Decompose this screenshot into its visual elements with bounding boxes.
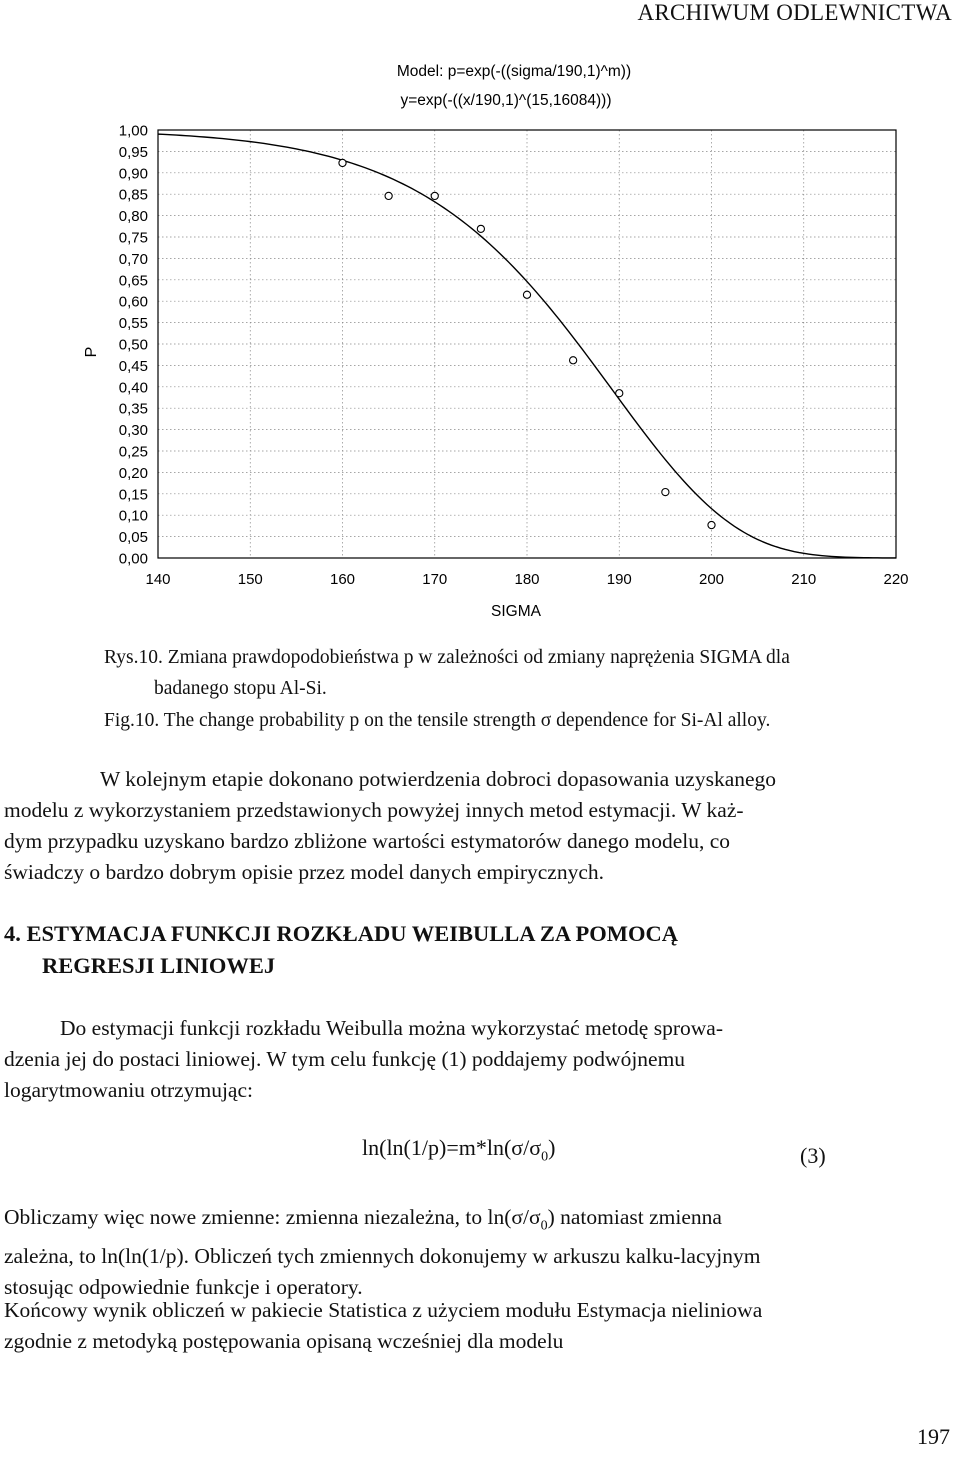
paragraph-3-line: stosując odpowiednie funkcje i operatory. <box>4 1275 363 1300</box>
y-tick-label: 0,70 <box>118 250 148 268</box>
paragraph-2 <box>4 1013 952 1106</box>
x-tick-label: 200 <box>698 571 725 588</box>
p3-sigma0: σ <box>529 1205 541 1229</box>
x-tick-label: 140 <box>145 571 171 588</box>
y-tick-label: 0,90 <box>118 165 148 183</box>
paragraph-1-line: dym przypadku uzyskano bardzo zbliżone wartości estymatorów danego modelu, co <box>4 829 731 853</box>
y-tick-label: 0,60 <box>118 293 148 311</box>
p3-sigma: σ <box>511 1205 524 1229</box>
y-tick-label: 0,85 <box>118 186 148 204</box>
formula-sigma0: σ <box>529 1135 542 1160</box>
figure-caption-en <box>104 705 954 736</box>
caption-en-prefix: Fig.10. <box>104 710 160 731</box>
y-tick-label: 0,00 <box>118 550 148 568</box>
y-tick-label: 0,95 <box>118 143 148 161</box>
running-head: ARCHIWUM ODLEWNICTWA <box>637 0 952 25</box>
formula-sigma: σ <box>511 1135 524 1160</box>
caption-en-sigma: σ <box>540 710 552 731</box>
x-axis-ticks <box>145 571 908 588</box>
y-tick-label: 0,30 <box>118 422 148 440</box>
paragraph-3 <box>4 1202 952 1303</box>
y-tick-label: 0,50 <box>118 336 148 354</box>
x-axis-label: SIGMA <box>491 603 541 620</box>
caption-pl-line2: badanego stopu Al-Si. <box>154 678 327 700</box>
paragraph-3-line: zależna, to ln(ln(1/p). Obliczeń tych zmiennych dokonujemy w arkuszu kalku-lacyjnym <box>4 1244 761 1269</box>
data-point <box>708 521 715 528</box>
x-tick-label: 210 <box>791 571 817 588</box>
formula-slash: / <box>523 1135 530 1160</box>
chart-grid <box>158 130 896 558</box>
paragraph-1 <box>4 764 952 888</box>
y-tick-label: 0,65 <box>118 272 148 290</box>
paragraph-1-line: świadczy o bardzo dobrym opisie przez model danych empirycznych. <box>4 860 604 884</box>
data-point <box>339 159 346 166</box>
paragraph-1-line: modelu z wykorzystaniem przedstawionych powyżej innych metod estymacji. W każ- <box>4 798 744 822</box>
y-tick-label: 0,80 <box>118 208 148 226</box>
p3-text-a: Obliczamy więc nowe zmienne: zmienna niezależna, to ln( <box>4 1205 512 1229</box>
x-tick-label: 150 <box>237 571 263 588</box>
paragraph-2-line: dzenia jej do postaci liniowej. W tym celu funkcję (1) poddajemy podwójnemu <box>4 1047 686 1071</box>
formula-number: (3) <box>800 1143 826 1168</box>
p3-subscript: 0 <box>540 1218 548 1234</box>
y-tick-label: 0,25 <box>118 443 148 461</box>
y-tick-label: 0,15 <box>118 486 148 504</box>
chart-subtitle: y=exp(-((x/190,1)^(15,16084))) <box>400 92 612 109</box>
caption-en-text-before: The change probability p on the tensile strength <box>163 710 536 731</box>
formula-3 <box>362 1135 555 1165</box>
data-point <box>570 357 577 364</box>
data-point <box>431 192 438 199</box>
section-heading <box>4 918 678 982</box>
y-axis-ticks <box>119 123 148 568</box>
x-tick-label: 170 <box>422 571 448 588</box>
y-tick-label: 0,40 <box>118 379 148 397</box>
formula-subscript: 0 <box>541 1149 549 1165</box>
section-heading-line2: REGRESJI LINIOWEJ <box>42 953 276 978</box>
p3-slash: / <box>523 1205 529 1229</box>
paragraph-3-line1 <box>4 1202 952 1241</box>
formula-text-before: ln(ln(1/p)=m*ln( <box>362 1135 512 1160</box>
paragraph-4 <box>4 1295 952 1357</box>
y-tick-label: 0,10 <box>118 507 148 525</box>
weibull-probability-chart <box>0 50 960 630</box>
y-tick-label: 0,05 <box>118 529 148 547</box>
caption-en-text-after: dependence for Si-Al alloy. <box>556 710 771 731</box>
data-point <box>523 291 530 298</box>
page-number: 197 <box>917 1424 950 1449</box>
y-axis-label: P <box>83 346 100 358</box>
x-tick-label: 220 <box>883 571 909 588</box>
section-heading-line1: 4. ESTYMACJA FUNKCJI ROZKŁADU WEIBULLA ZA POMOCĄ <box>4 921 679 946</box>
y-tick-label: 0,55 <box>118 315 148 333</box>
caption-pl-prefix: Rys.10. <box>104 647 163 668</box>
y-tick-label: 0,75 <box>118 229 148 247</box>
paragraph-2-line: Do estymacji funkcji rozkładu Weibulla można wykorzystać metodę sprowa- <box>60 1016 723 1040</box>
paragraph-1-line: W kolejnym etapie dokonano potwierdzenia dobroci dopasowania uzyskanego <box>100 767 777 791</box>
data-point <box>477 225 484 232</box>
y-tick-label: 0,20 <box>118 464 148 482</box>
y-tick-label: 1,00 <box>118 122 148 140</box>
p3-text-b: ) natomiast zmienna <box>547 1205 722 1229</box>
paragraph-4-line: zgodnie z metodyką postępowania opisaną wcześniej dla modelu <box>4 1329 564 1353</box>
figure-caption-pl <box>104 642 954 704</box>
y-tick-label: 0,35 <box>118 400 148 418</box>
data-point <box>616 390 623 397</box>
x-tick-label: 190 <box>606 571 632 588</box>
x-tick-label: 180 <box>514 571 540 588</box>
y-tick-label: 0,45 <box>118 357 148 375</box>
data-point <box>662 488 669 495</box>
formula-text-after: ) <box>548 1135 556 1160</box>
chart-title: Model: p=exp(-((sigma/190,1)^m)) <box>396 63 632 80</box>
data-point <box>385 192 392 199</box>
x-tick-label: 160 <box>329 571 356 588</box>
caption-pl-line1: Zmiana prawdopodobieństwa p w zależności od zmiany naprężenia SIGMA dla <box>167 647 790 668</box>
paragraph-2-line: logarytmowaniu otrzymując: <box>4 1078 253 1102</box>
paragraph-4-line: Końcowy wynik obliczeń w pakiecie Statistica z użyciem modułu Estymacja nieliniowa <box>4 1298 763 1322</box>
